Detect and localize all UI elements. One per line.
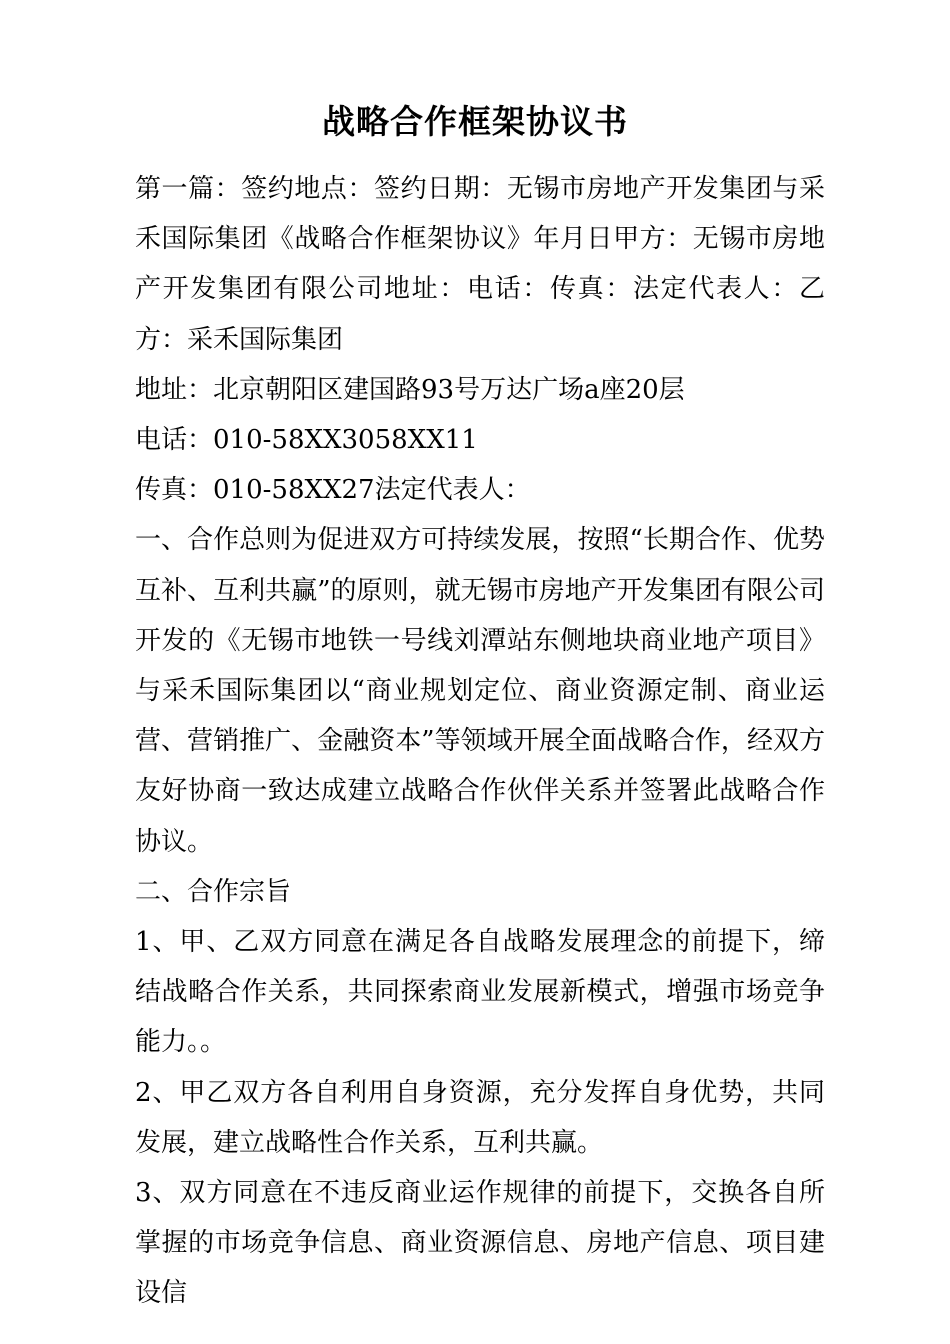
paragraph-purpose-2: 2、甲乙双方各自利用自身资源，充分发挥自身优势，共同发展，建立战略性合作关系，互利共赢。 (135, 1077, 825, 1158)
document-body (135, 164, 825, 1319)
paragraph-purpose-1: 1、甲、乙双方同意在满足各自战略发展理念的前提下，缔结战略合作关系，共同探索商业发展新模式，增强市场竞争能力。。 (135, 927, 825, 1058)
paragraph-phone: 电话：010-58XX3058XX11 (135, 425, 478, 456)
paragraph-address: 地址：北京朝阳区建国路93号万达广场a座20层 (135, 374, 685, 405)
paragraph-signing-info: 第一篇：签约地点：签约日期：无锡市房地产开发集团与采禾国际集团《战略合作框架协议》年月日甲方：无锡市房地产开发集团有限公司地址：电话：传真：法定代表人：乙方：采禾国际集团 (135, 174, 825, 355)
section-heading-purpose: 二、合作宗旨 (135, 876, 292, 907)
paragraph-fax: 传真：010-58XX27法定代表人： (135, 475, 531, 506)
document-title: 战略合作框架协议书 (322, 102, 628, 141)
paragraph-purpose-3: 3、双方同意在不违反商业运作规律的前提下，交换各自所掌握的市场竞争信息、商业资源信息、房地产信息、项目建设信 (135, 1178, 825, 1309)
paragraph-general-principles: 一、合作总则为促进双方可持续发展，按照“长期合作、优势互补、互利共赢”的原则，就无锡市房地产开发集团有限公司开发的《无锡市地铁一号线刘潭站东侧地块商业地产项目》与采禾国际集团以“商业规划定位、商业资源定制、商业运营、营销推广、金融资本”等领域开展全面战略合作，经双方友好协商一致达成建立战略合作伙伴关系并签署此战略合作协议。 (135, 525, 825, 857)
